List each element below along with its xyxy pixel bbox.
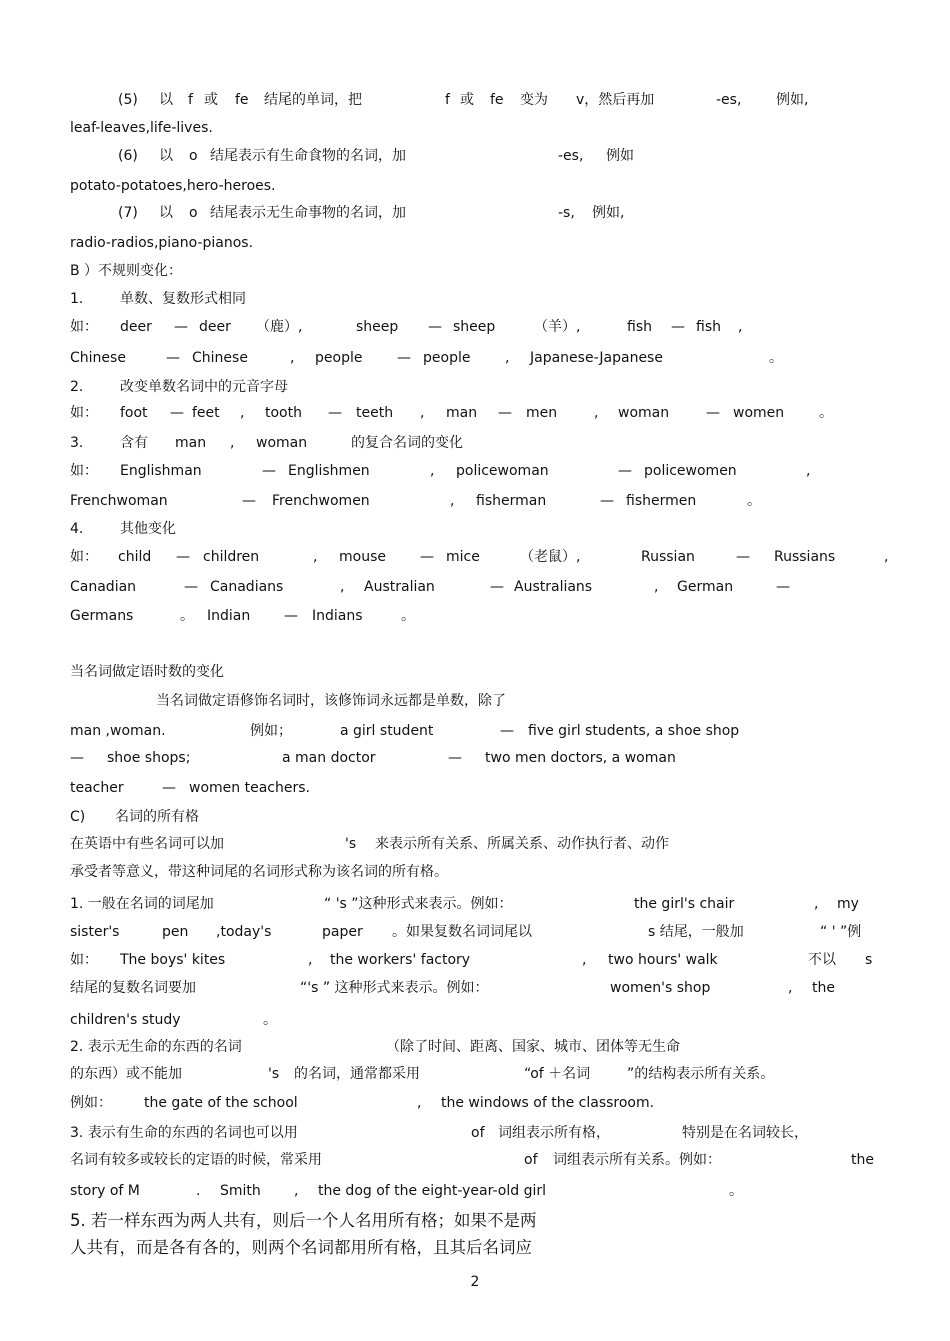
text-line [70,432,900,454]
text-segment: 不以 [808,952,836,968]
text-segment: — [498,405,512,421]
text-segment: 其他变化 [120,521,176,537]
text-segment: — [166,350,180,366]
text-line [70,232,900,254]
text-segment: , [417,1095,422,1111]
text-segment: 例如, [592,205,625,221]
text-segment: 2. 表示无生命的东西的名词 [70,1039,242,1055]
text-segment: potato-potatoes,hero-heroes. [70,178,276,194]
text-line [70,747,900,769]
text-segment: , [313,549,318,565]
text-segment: Australian [364,579,435,595]
text-segment: sheep [356,319,399,335]
text-segment: 3. 表示有生命的东西的名词也可以用 [70,1125,298,1141]
text-segment: 来表示所有关系、所属关系、动作执行者、动作 [375,836,669,852]
text-segment: feet [192,405,220,421]
text-segment: women [733,405,785,421]
text-segment: , [290,350,295,366]
text-segment: 例如： [70,1095,112,1111]
text-line [70,833,900,855]
text-segment: — [70,750,84,766]
text-segment: teeth [356,405,394,421]
text-line [70,1063,900,1085]
text-segment: -s, [558,205,575,221]
text-segment: sister's [70,924,120,940]
text-segment: Russians [774,549,836,565]
text-line [70,1180,900,1202]
text-segment: o [189,148,198,164]
text-segment: five girl students, a shoe shop [528,723,740,739]
text-segment: 如： [70,319,98,335]
text-segment: policewoman [456,463,549,479]
text-segment: — [706,405,720,421]
text-line [70,175,900,197]
text-line [70,202,900,224]
text-segment: . [196,1183,201,1199]
text-segment: shoe shops; [107,750,191,766]
text-segment: , [738,319,743,335]
text-segment: 4. [70,521,84,537]
text-segment: 词组表示所有格， [498,1125,610,1141]
text-segment: , [240,405,245,421]
text-line [70,777,900,799]
text-line [70,490,900,512]
text-segment: people [423,350,471,366]
text-segment: of [471,1125,485,1141]
text-segment: Australians [514,579,593,595]
text-segment: — [397,350,411,366]
text-segment: German [677,579,734,595]
text-segment: fish [696,319,721,335]
text-line [70,921,900,943]
text-line [70,546,900,568]
text-segment: 当名词做定语时数的变化 [70,664,224,680]
text-segment: my [837,896,859,912]
text-segment: B ）不规则变化： [70,263,183,279]
text-segment: — [618,463,632,479]
text-segment: Japanese-Japanese [530,350,663,366]
text-segment: 或 [460,92,474,108]
text-line [70,893,900,915]
text-segment: f [445,92,450,108]
text-segment: Indians [312,608,363,624]
text-segment: story of M [70,1183,140,1199]
text-segment: , [308,952,313,968]
text-segment: — [736,549,750,565]
text-segment: — [176,549,190,565]
text-segment: 名词的所有格 [115,809,199,825]
text-segment: -es, [716,92,742,108]
text-segment: man [446,405,478,421]
text-segment: 特别是在名词较长， [682,1125,808,1141]
text-line [70,690,900,712]
text-segment: 例如, [776,92,809,108]
text-segment: , [430,463,435,479]
text-line [70,977,900,999]
text-segment: 如： [70,549,98,565]
text-segment: Chinese [70,350,126,366]
text-segment: the [851,1152,874,1168]
text-segment: f [188,92,193,108]
text-line [70,89,900,111]
text-segment: 改变单数名词中的元音字母 [120,379,288,395]
text-segment: 。 [401,608,415,624]
text-segment: （老鼠）, [520,549,581,565]
text-segment: man [175,435,207,451]
text-segment: Germans [70,608,134,624]
text-segment: fe [490,92,504,108]
text-segment: — [490,579,504,595]
text-line [70,576,900,598]
text-line [70,1149,900,1171]
text-segment: 的名词，通常都采用 [294,1066,420,1082]
text-segment: s [865,952,873,968]
text-segment: mouse [339,549,386,565]
text-segment: , [450,493,455,509]
text-line [70,347,900,369]
text-segment: 结尾表示有生命食物的名词，加 [210,148,406,164]
text-segment: deer [120,319,152,335]
text-segment: 5. 若一样东西为两人共有，则后一个人名用所有格；如果不是两 [70,1211,537,1230]
text-segment: 如： [70,952,98,968]
text-segment: fisherman [476,493,547,509]
text-segment: (7) [118,205,138,221]
text-segment: Canadian [70,579,137,595]
text-segment: , [654,579,659,595]
text-segment: the gate of the school [144,1095,298,1111]
text-segment: — [671,319,685,335]
text-segment: , [788,980,793,996]
text-segment: 。 [747,493,761,509]
text-segment: 在英语中有些名词可以加 [70,836,224,852]
text-line [70,145,900,167]
text-segment: 结尾的复数名词要加 [70,980,196,996]
page-number: 2 [470,1274,480,1290]
text-segment: — [448,750,462,766]
text-segment: tooth [265,405,302,421]
text-segment: （羊）, [534,319,581,335]
text-line [70,806,900,828]
text-line [70,1092,900,1114]
text-segment: 当名词做定语修饰名词时，该修饰词永远都是单数，除了 [156,693,506,709]
text-line [70,518,900,540]
text-segment: “ ' ”例 [820,924,862,940]
text-segment: mice [446,549,480,565]
text-segment: 以 [159,92,173,108]
text-segment: 。 [729,1183,743,1199]
text-segment: 名词有较多或较长的定语的时候，常采用 [70,1152,322,1168]
text-segment: 。 [819,405,833,421]
text-segment: , [230,435,235,451]
text-segment: — [262,463,276,479]
text-line [70,720,900,742]
text-segment: 。 [263,1012,277,1028]
text-segment: a girl student [340,723,434,739]
text-segment: foot [120,405,148,421]
text-segment: Chinese [192,350,248,366]
text-segment: of [524,1152,538,1168]
text-segment: 结尾的单词，把 [264,92,362,108]
text-segment: a man doctor [282,750,376,766]
text-segment: 词组表示所有关系。例如： [553,1152,721,1168]
text-segment: 例如； [250,723,292,739]
text-segment: two men doctors, a woman [485,750,676,766]
text-segment: Russian [641,549,695,565]
text-segment: Frenchwomen [272,493,370,509]
text-line [70,402,900,424]
text-segment: 如： [70,463,98,479]
text-segment: children's study [70,1012,181,1028]
text-segment: the [812,980,835,996]
text-segment: radio-radios,piano-pianos. [70,235,254,251]
text-segment: — [184,579,198,595]
text-segment: 单数、复数形式相同 [120,291,246,307]
text-segment: ”的结构表示所有关系。 [627,1066,775,1082]
text-segment: Frenchwoman [70,493,168,509]
text-segment: 人共有，而是各有各的，则两个名词都用所有格，且其后名词应 [70,1238,532,1257]
text-segment: 变为 [520,92,548,108]
text-segment: , [420,405,425,421]
text-segment: , [505,350,510,366]
text-segment: women teachers. [189,780,310,796]
text-line [70,316,900,338]
text-segment: 的复合名词的变化 [351,435,463,451]
text-segment: （鹿）, [256,319,303,335]
text-segment: — [776,579,790,595]
text-segment: , [340,579,345,595]
text-segment: sheep [453,319,496,335]
text-line [70,1009,900,1031]
text-segment: paper [322,924,363,940]
text-segment: , [884,549,889,565]
text-segment: 如： [70,405,98,421]
text-segment: (6) [118,148,138,164]
text-segment: leaf-leaves,life-lives. [70,120,213,136]
text-segment: 3. [70,435,84,451]
text-segment: — [328,405,342,421]
text-segment: （除了时间、距离、国家、城市、团体等无生命 [386,1039,680,1055]
text-line [70,117,900,139]
text-segment: Englishman [120,463,202,479]
text-segment: 's [345,836,357,852]
text-segment: women's shop [610,980,711,996]
text-segment: fishermen [626,493,697,509]
text-line [70,260,900,282]
text-segment: deer [199,319,231,335]
text-segment: “'s ” 这种形式来表示。例如： [300,980,489,996]
text-segment: 2. [70,379,84,395]
text-line [70,460,900,482]
text-segment: woman [618,405,670,421]
text-line [70,861,900,883]
text-segment: the workers' factory [330,952,471,968]
text-segment: 的东西）或不能加 [70,1066,182,1082]
text-segment: 。 [180,608,194,624]
text-segment: 1. [70,291,84,307]
text-segment: , [594,405,599,421]
text-segment: — [600,493,614,509]
text-segment: 或 [204,92,218,108]
text-segment: 。如果复数名词词尾以 [392,924,532,940]
text-segment: “of ＋名词 [524,1066,591,1082]
text-segment: C) [70,809,86,825]
text-segment: — [428,319,442,335]
text-line [70,288,900,310]
text-segment: — [242,493,256,509]
text-segment: teacher [70,780,124,796]
text-segment: Englishmen [288,463,370,479]
text-segment: children [203,549,260,565]
text-segment: 1. 一般在名词的词尾加 [70,896,214,912]
text-segment: — [162,780,176,796]
text-segment: — [170,405,184,421]
text-segment: — [174,319,188,335]
text-segment: fe [235,92,249,108]
text-segment: o [189,205,198,221]
text-segment: policewomen [644,463,737,479]
text-segment: Indian [207,608,251,624]
text-segment: “ 's ”这种形式来表示。例如： [324,896,513,912]
text-segment: — [420,549,434,565]
text-segment: , [806,463,811,479]
text-segment: 's [268,1066,280,1082]
text-segment: 含有 [120,435,148,451]
text-segment: 以 [159,148,173,164]
text-segment: ,today's [216,924,272,940]
text-line [70,376,900,398]
text-segment: Smith [220,1183,261,1199]
text-segment: , [814,896,819,912]
text-segment: people [315,350,363,366]
text-segment: , [294,1183,299,1199]
text-segment: -es, [558,148,584,164]
text-segment: , [582,952,587,968]
text-segment: s 结尾，一般加 [648,924,744,940]
text-line [70,1036,900,1058]
text-segment: 例如 [606,148,634,164]
text-segment: v，然后再加 [576,92,655,108]
text-segment: pen [162,924,189,940]
text-line [70,661,900,683]
text-segment: the girl's chair [634,896,735,912]
text-line [70,1237,900,1259]
text-segment: 以 [159,205,173,221]
text-segment: men [526,405,558,421]
text-segment: 结尾表示无生命事物的名词，加 [210,205,406,221]
text-segment: The boys' kites [120,952,226,968]
text-line [70,1122,900,1144]
text-segment: fish [627,319,652,335]
text-segment: the windows of the classroom. [441,1095,655,1111]
text-line [70,605,900,627]
text-segment: 承受者等意义，带这种词尾的名词形式称为该名词的所有格。 [70,864,448,880]
text-segment: two hours' walk [608,952,718,968]
text-segment: — [284,608,298,624]
text-segment: 。 [769,350,783,366]
text-segment: man ,woman. [70,723,166,739]
text-segment: Canadians [210,579,284,595]
text-segment: the dog of the eight-year-old girl [318,1183,547,1199]
text-segment: — [500,723,514,739]
text-segment: child [118,549,152,565]
text-line [70,1210,900,1232]
text-line [70,949,900,971]
text-segment: woman [256,435,308,451]
text-segment: (5) [118,92,138,108]
